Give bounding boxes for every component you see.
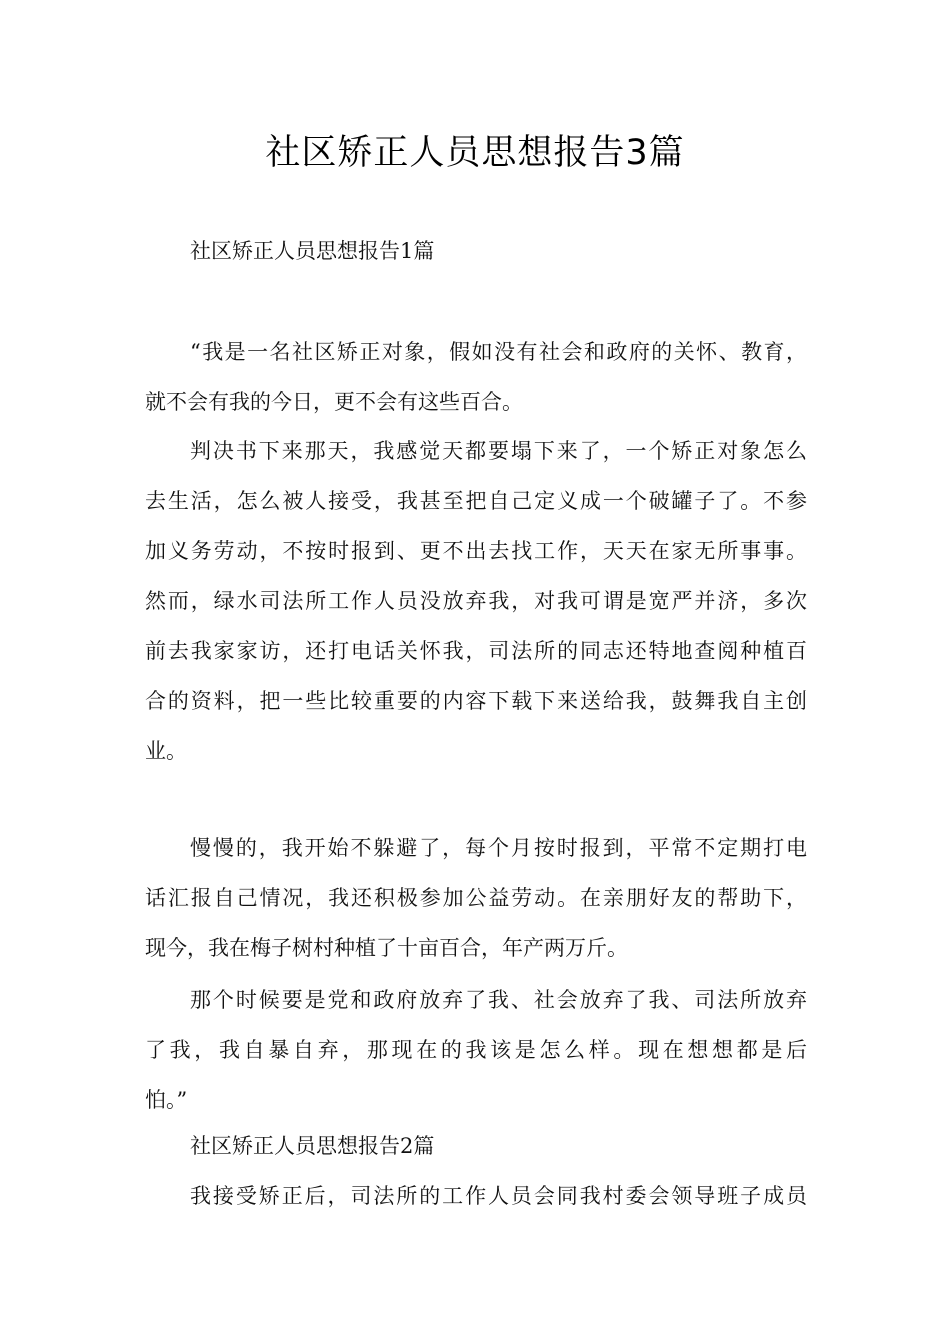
paragraph-line: 然而，绿水司法所工作人员没放弃我，对我可谓是宽严并济，多次 <box>145 589 807 613</box>
paragraph-3 <box>145 823 807 973</box>
section-heading-1: 社区矫正人员思想报告1篇 <box>190 239 435 263</box>
paragraph-line: 业。 <box>145 739 187 763</box>
paragraph-line: 就不会有我的今日，更不会有这些百合。 <box>145 390 523 414</box>
paragraph-line: 话汇报自己情况，我还积极参加公益劳动。在亲朋好友的帮助下， <box>145 886 807 910</box>
paragraph-line: 加义务劳动，不按时报到、更不出去找工作，天天在家无所事事。 <box>145 539 807 563</box>
paragraph-line: 去生活，怎么被人接受，我甚至把自己定义成一个破罐子了。不参 <box>145 489 807 513</box>
paragraph-1 <box>145 327 807 427</box>
paragraph-line: “我是一名社区矫正对象，假如没有社会和政府的关怀、教育， <box>190 340 807 364</box>
paragraph-line: 我接受矫正后，司法所的工作人员会同我村委会领导班子成员 <box>190 1184 807 1208</box>
paragraph-line: 现今，我在梅子树村种植了十亩百合，年产两万斤。 <box>145 936 628 960</box>
paragraph-2 <box>145 426 807 776</box>
section-heading-2: 社区矫正人员思想报告2篇 <box>190 1134 435 1158</box>
paragraph-line: 慢慢的，我开始不躲避了，每个月按时报到，平常不定期打电 <box>190 836 807 860</box>
paragraph-4 <box>145 975 807 1125</box>
paragraph-line: 合的资料，把一些比较重要的内容下载下来送给我，鼓舞我自主创 <box>145 689 807 713</box>
document-title: 社区矫正人员思想报告3篇 <box>265 133 685 173</box>
paragraph-line: 怕。” <box>145 1088 188 1112</box>
paragraph-5 <box>145 1171 807 1221</box>
paragraph-line: 那个时候要是党和政府放弃了我、社会放弃了我、司法所放弃 <box>190 988 807 1012</box>
paragraph-line: 前去我家家访，还打电话关怀我，司法所的同志还特地查阅种植百 <box>145 639 807 663</box>
paragraph-line: 了我，我自暴自弃，那现在的我该是怎么样。现在想想都是后 <box>145 1038 807 1062</box>
paragraph-line: 判决书下来那天，我感觉天都要塌下来了，一个矫正对象怎么 <box>190 439 807 463</box>
